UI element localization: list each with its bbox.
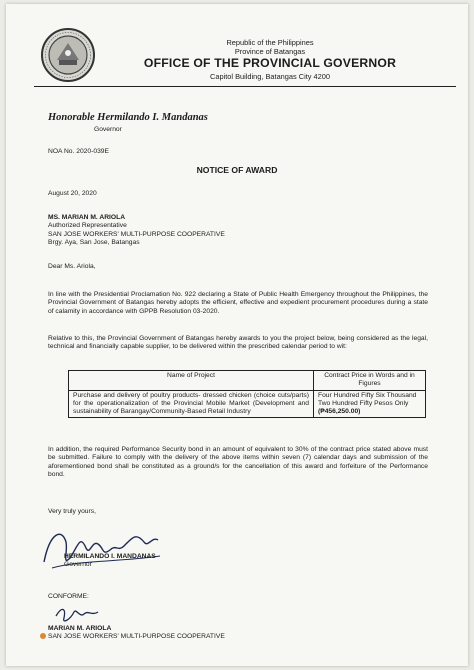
recipient-block <box>48 214 225 247</box>
paragraph-proclamation: In line with the Presidential Proclamation No. 922 declaring a State of Public Health Emergency throughout the Philippines, the Provincial Government of Batangas hereby adopts the efficient, effective and expedient procurement procedures during a state of calamity in accordance with GPPB Resolution 03-2020. <box>48 291 428 315</box>
honorable-title: Governor <box>94 126 122 133</box>
signatory-title: Governor <box>64 561 92 568</box>
recipient-address: Brgy. Aya, San Jose, Batangas <box>48 238 140 246</box>
recipient-organization: SAN JOSE WORKERS' MULTI-PURPOSE COOPERATIVE <box>48 230 225 238</box>
letterhead-republic: Republic of the Philippines <box>226 38 314 47</box>
table-header-row <box>69 371 426 391</box>
letter-date: August 20, 2020 <box>48 190 97 197</box>
signatory-name: HERMILANDO I. MANDANAS <box>64 553 156 560</box>
award-table <box>68 370 426 418</box>
paragraph-award: Relative to this, the Provincial Government of Batangas hereby awards to you the project below, being considered as the legal, technical and financially capable supplier, to be delivered within the prescribed calendar period to wit: <box>48 335 428 351</box>
contract-price-words: Four Hundred Fifty Six Thousand Two Hundred Fifty Pesos Only <box>318 391 417 407</box>
closing: Very truly yours, <box>48 508 96 515</box>
conforme-organization: SAN JOSE WORKERS' MULTI-PURPOSE COOPERATIVE <box>48 633 225 640</box>
recipient-position: Authorized Representative <box>48 222 127 230</box>
letterhead-address: Capitol Building, Batangas City 4200 <box>210 72 330 81</box>
conforme-label: CONFORME: <box>48 593 89 600</box>
noa-number: NOA No. 2020-039E <box>48 148 109 155</box>
provincial-seal-icon <box>40 27 96 83</box>
project-description: Purchase and delivery of poultry products- dressed chicken (choice cuts/parts) for the operationalization of the Provincial Mobile Market (Development and sustainability of Barangay/Community-Based Retail Industry <box>69 390 314 418</box>
contract-price-cell <box>314 390 426 418</box>
bullet-icon <box>40 633 46 639</box>
header-project: Name of Project <box>69 371 314 391</box>
honorable-name: Honorable Hermilando I. Mandanas <box>48 112 208 123</box>
contract-price-figures: (₱456,250.00) <box>318 408 361 416</box>
conforme-name: MARIAN M. ARIOLA <box>48 625 112 632</box>
letterhead-office: OFFICE OF THE PROVINCIAL GOVERNOR <box>143 56 397 70</box>
recipient-name: MS. MARIAN M. ARIOLA <box>48 214 126 221</box>
paragraph-performance-bond: In addition, the required Performance Security bond in an amount of equivalent to 30% of the contract price stated above must be submitted. Failure to comply with the delivery of the above items within seven (7) calendar days and submission of the aforementioned bond shall be constituted as a ground/s for the cancellation of this award and forfeiture of the Performance bond. <box>48 446 428 478</box>
conforme-signature-icon <box>52 598 102 628</box>
table-row <box>69 390 426 418</box>
document-title: NOTICE OF AWARD <box>196 165 278 175</box>
salutation: Dear Ms. Ariola, <box>48 263 96 270</box>
header-price: Contract Price in Words and in Figures <box>314 371 426 391</box>
letterhead-province: Province of Batangas <box>234 47 306 56</box>
letterhead-divider <box>34 86 456 87</box>
governor-signature-icon <box>40 522 190 572</box>
